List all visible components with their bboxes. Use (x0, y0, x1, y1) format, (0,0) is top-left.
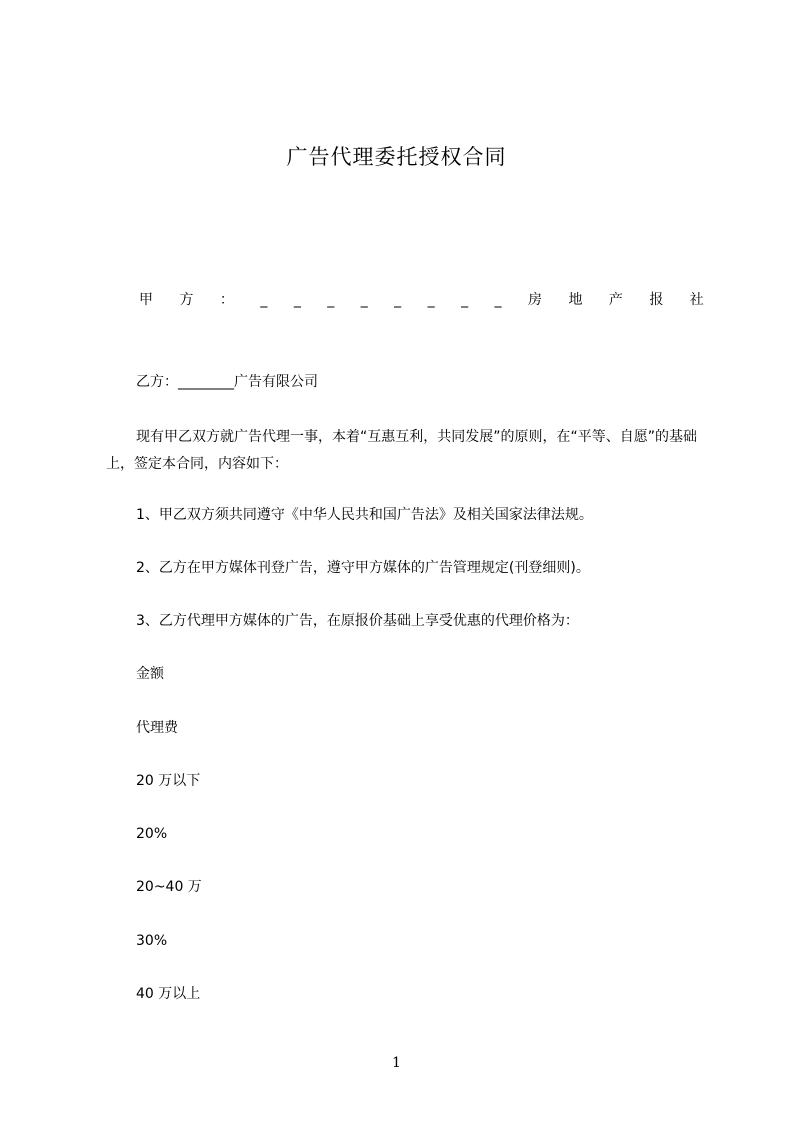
party-a-char: _ (327, 292, 335, 308)
party-b-line: 乙方：________广告有限公司 (136, 374, 318, 390)
row1-fee: 20% (136, 826, 168, 842)
party-a-char: 产 (608, 292, 623, 308)
party-a-char: _ (293, 292, 301, 308)
party-a-char: 方 (179, 292, 194, 308)
table-header-amount: 金额 (136, 666, 164, 682)
table-header-fee: 代理费 (136, 720, 178, 736)
party-a-char: 房 (527, 292, 542, 308)
party-a-char: _ (394, 292, 402, 308)
party-a-char: _ (494, 292, 502, 308)
row2-fee: 30% (136, 933, 168, 949)
party-a-char: _ (427, 292, 435, 308)
party-a-char: 甲 (139, 292, 153, 308)
party-a-char: _ (260, 292, 268, 308)
party-a-char: 地 (568, 292, 583, 308)
row1-amount: 20 万以下 (136, 773, 201, 789)
intro-paragraph: 现有甲乙双方就广告代理一事，本着“互惠互利，共同发展”的原则，在“平等、自愿”的基础上，签定本合同，内容如下： (106, 429, 698, 472)
clause-2: 2、乙方在甲方媒体刊登广告，遵守甲方媒体的广告管理规定(刊登细则)。 (136, 560, 590, 576)
party-a-char: _ (360, 292, 368, 308)
party-a-line (139, 290, 704, 310)
row2-amount: 20~40 万 (136, 879, 202, 895)
party-a-char: 报 (649, 292, 664, 308)
party-a-char: 社 (689, 292, 704, 308)
page-number: 1 (392, 1055, 401, 1071)
row3-amount: 40 万以上 (136, 986, 201, 1002)
clause-3: 3、乙方代理甲方媒体的广告，在原报价基础上享受优惠的代理价格为： (136, 613, 579, 629)
party-a-char: _ (461, 292, 469, 308)
party-a-char: ： (219, 292, 234, 308)
clause-1: 1、甲乙双方须共同遵守《中华人民共和国广告法》及相关国家法律法规。 (136, 507, 593, 523)
document-title: 广告代理委托授权合同 (286, 145, 507, 169)
